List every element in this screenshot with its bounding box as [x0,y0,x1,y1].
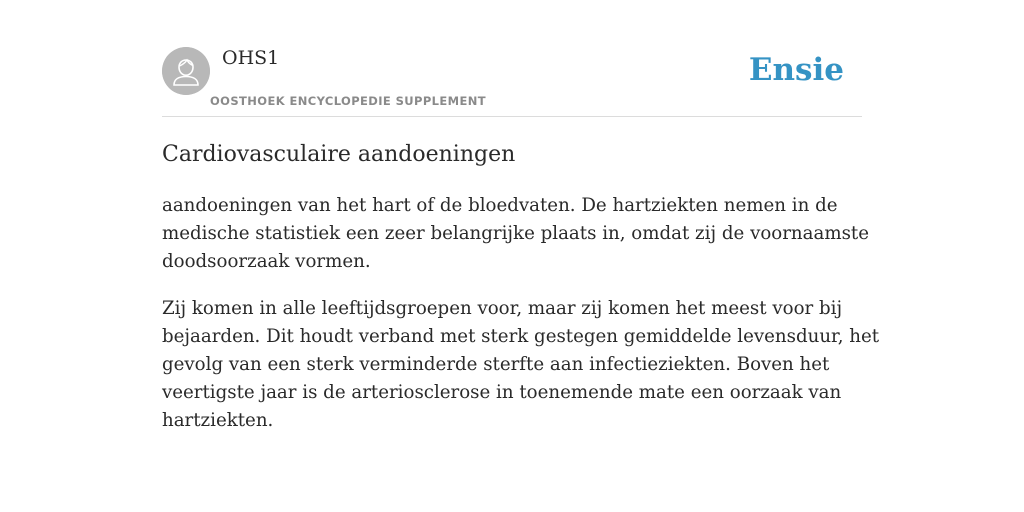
article-body [162,192,880,454]
person-silhouette-icon [162,47,210,95]
text-line: Zij komen in alle leeftijdsgroepen voor, maar zij komen het meest voor bij [162,298,843,319]
article-title: Cardiovasculaire aandoeningen [162,142,516,167]
text-line: hartziekten. [162,410,274,431]
text-line: medische statistiek een zeer belangrijke plaats in, omdat zij de voornaamste [162,223,869,244]
author-name[interactable]: OHS1 [222,47,280,69]
text-line: gevolg van een sterk verminderde sterfte aan infectieziekten. Boven het [162,354,830,375]
text-line: doodsoorzaak vormen. [162,251,371,272]
brand-logo[interactable]: Ensie [748,52,844,88]
text-line: aandoeningen van het hart of de bloedvaten. De hartziekten nemen in de [162,195,838,216]
text-line: bejaarden. Dit houdt verband met sterk gestegen gemiddelde levensduur, het [162,326,880,347]
article-card [162,0,880,431]
paragraph-1 [162,192,869,276]
text-line: veertigste jaar is de arteriosclerose in toenemende mate een oorzaak van [162,382,842,403]
article-header [162,0,862,117]
user-avatar-icon[interactable] [162,47,210,95]
paragraph-2 [162,295,880,435]
source-name[interactable]: OOSTHOEK ENCYCLOPEDIE SUPPLEMENT [210,94,487,108]
